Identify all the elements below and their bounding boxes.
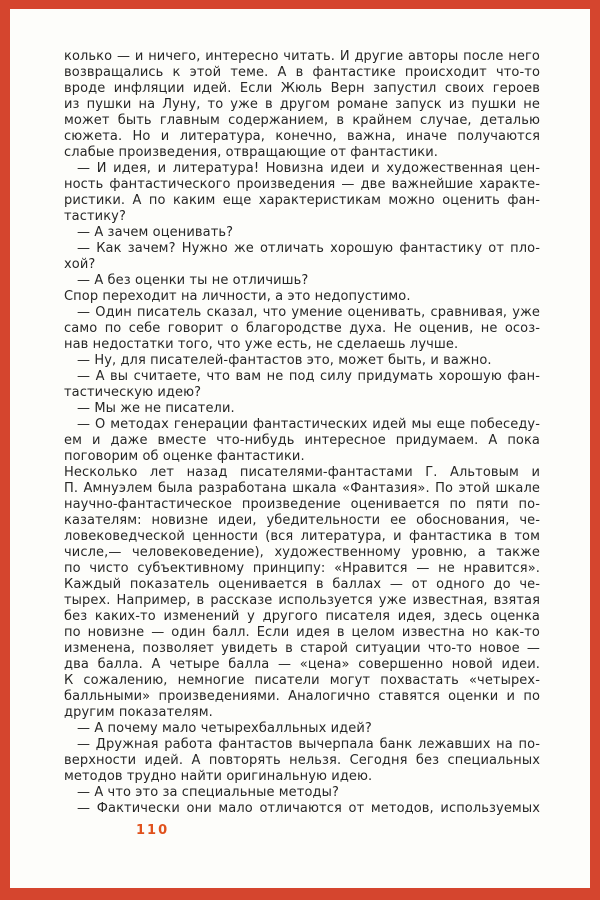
- text-line: Спор переходит на личности, а это недопустимо.: [64, 289, 411, 304]
- text-line: из пушки на Луну, то уже в другом романе запуск из пушки не: [64, 97, 540, 112]
- text-line: поговорим об оценке фантастики.: [64, 449, 305, 464]
- text-line: может быть главным содержанием, в крайнем случае, деталью: [64, 113, 540, 128]
- text-line: тастическую идею?: [64, 385, 202, 400]
- text-line: хой?: [64, 257, 96, 272]
- text-line: методов трудно найти оригинальную идею.: [64, 769, 373, 784]
- text-line: верхности идей. А повторять нельзя. Сегодня без специальных: [64, 753, 540, 768]
- text-line: тырех. Например, в рассказе используется уже известная, взятая: [64, 593, 540, 608]
- text-line: колько — и ничего, интересно читать. И другие авторы после него: [64, 49, 540, 64]
- text-line: — И идея, и литература! Новизна идеи и художественная цен-: [77, 161, 540, 176]
- text-line: — Фактически они мало отличаются от методов, используемых: [77, 801, 540, 816]
- text-line: числе,— человековедение), художественному уровню, а также: [64, 545, 540, 560]
- text-line: ристики. А по каким еще характеристикам можно оценить фан-: [64, 193, 540, 208]
- text-line: К сожалению, немногие писатели могут похвастать «четырех-: [64, 673, 540, 688]
- text-line: казателям: новизне идеи, убедительности ее обоснования, че-: [64, 513, 540, 528]
- text-line: Несколько лет назад писателями-фантастами Г. Альтовым и: [64, 465, 540, 480]
- text-line: без каких-то изменений у другого писателя идея, здесь оценка: [64, 609, 540, 624]
- text-line: вроде инфляции идей. Если Жюль Верн запустил своих героев: [64, 81, 540, 96]
- text-line: — А вы считаете, что вам не под силу придумать хорошую фан-: [77, 369, 540, 384]
- text-line: — Ну, для писателей-фантастов это, может быть, и важно.: [77, 353, 492, 368]
- text-line: — Один писатель сказал, что умение оценивать, сравнивая, уже: [77, 305, 540, 320]
- text-line: — А без оценки ты не отличишь?: [77, 273, 309, 288]
- text-line: изменена, позволяет увидеть в старой ситуации что-то новое —: [64, 641, 540, 656]
- text-line: — Как зачем? Нужно же отличать хорошую фантастику от пло-: [77, 241, 540, 256]
- text-line: два балла. А четыре балла — «цена» совершенно новой идеи.: [64, 657, 540, 672]
- text-line: П. Амнуэлем была разработана шкала «Фантазия». По этой шкале: [64, 481, 540, 496]
- text-block: [64, 49, 540, 817]
- text-line: ем и даже вместе что-нибудь интересное придумаем. А пока: [64, 433, 540, 448]
- text-line: ность фантастического произведения — две важнейшие характе-: [64, 177, 540, 192]
- text-line: по чисто субъективному принципу: «Нравится — не нравится».: [64, 561, 540, 576]
- text-line: по новизне — один балл. Если идея в целом известна но как-то: [64, 625, 540, 640]
- text-line: тастику?: [64, 209, 126, 224]
- text-line: Каждый показатель оценивается в баллах — от одного до че-: [64, 577, 540, 592]
- text-line: нав недостатки того, что уже есть, не сделаешь лучше.: [64, 337, 459, 352]
- text-line: — Мы же не писатели.: [77, 401, 235, 416]
- text-line: научно-фантастическое произведение оценивается по пяти по-: [64, 497, 540, 512]
- text-line: — А что это за специальные методы?: [77, 785, 339, 800]
- text-line: — Дружная работа фантастов вычерпала банк лежавших на по-: [77, 737, 540, 752]
- text-line: балльными» произведениями. Аналогично ставятся оценки и по: [64, 689, 540, 704]
- text-line: возвращались к этой теме. А в фантастике происходит что-то: [64, 65, 540, 80]
- page-number: 110: [136, 823, 170, 838]
- text-line: другим показателям.: [64, 705, 213, 720]
- text-line: сюжета. Но и литература, конечно, важна, иначе получаются: [64, 129, 540, 144]
- text-line: — А зачем оценивать?: [77, 225, 234, 240]
- text-line: — А почему мало четырехбалльных идей?: [77, 721, 372, 736]
- text-line: слабые произведения, отвращающие от фантастики.: [64, 145, 439, 160]
- text-line: ловековедческой ценности (вся литература, и фантастика в том: [64, 529, 540, 544]
- text-line: — О методах генерации фантастических идей мы еще побеседу-: [77, 417, 540, 432]
- text-line: само по себе говорит о благородстве духа. Не оценив, не осоз-: [64, 321, 540, 336]
